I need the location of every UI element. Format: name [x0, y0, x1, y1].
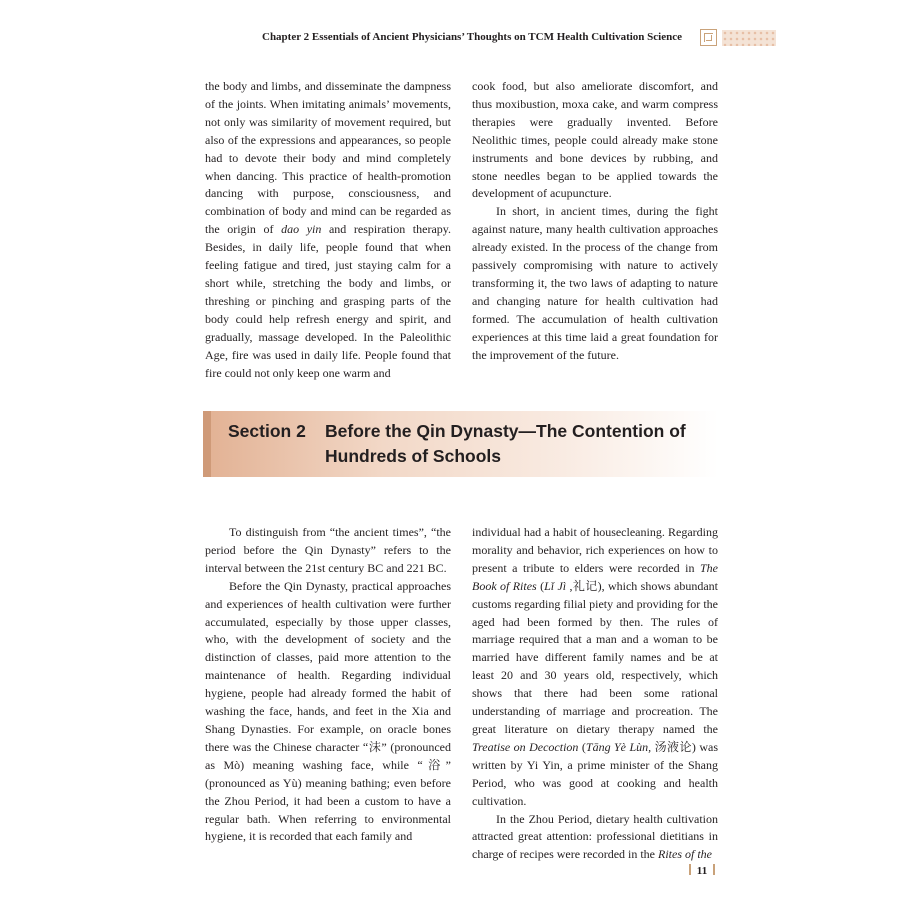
- paragraph: [472, 811, 718, 865]
- italic-text: dao yin: [281, 222, 322, 237]
- paragraph: [472, 78, 718, 203]
- section-heading: [228, 419, 686, 469]
- text-run: In the Zhou Period, dietary health cultivation attracted great attention: professional dietitians in charge of recipes were recorded in the: [472, 811, 718, 862]
- text-run: In short, in ancient times, during the fight against nature, many health cultivation approaches already existed. In the process of the change from passively compromising with nature to actively transforming it, the two laws of adapting to nature and changing nature for health cultivation had formed. The accumulation of health cultivation experiences at this time laid a great foundation for the improvement of the future.: [472, 204, 718, 362]
- text-run: 汤液论) was written by Yi Yin, a prime minister of the Shang Period, who was good at cooking and health cultivation.: [472, 739, 718, 808]
- paragraph: [205, 524, 451, 578]
- section-number: Section 2: [228, 421, 306, 441]
- text-run: the body and limbs, and disseminate the dampness of the joints. When imitating animals’ movements, not only was similarity of movement required, but also of the expressions and appearances, so people had to devote their body and mind completely when dancing. This practice of health-promotion dancing with purpose, consciousness, and combination of body and mind can be regarded as the origin of: [205, 79, 451, 237]
- page-number: [682, 864, 722, 877]
- italic-text: The Book of Rites: [472, 560, 718, 593]
- italic-text: Treatise on Decoction: [472, 739, 579, 754]
- section-title-line1: Before the Qin Dynasty—The Contention of: [325, 421, 686, 441]
- italic-text: Rites of the: [658, 847, 713, 862]
- text-run: To distinguish from “the ancient times”, “the period before the Qin Dynasty” refers to the interval between the 21st century BC and 221 BC.: [205, 525, 451, 575]
- text-run: ,礼记), which shows abundant customs regarding filial piety and providing for the aged had been formed by then. The rules of marriage required that a man and a woman to be married have different family names and be at least 20 and 30 years old, respectively, which shows that there had been some rational understanding of marriage and procreation. The great literature on dietary therapy named the: [472, 578, 719, 736]
- body-column-bottom-left: [205, 524, 451, 846]
- section-banner-edge: [203, 411, 211, 477]
- text-run: (: [536, 578, 545, 593]
- paragraph: [472, 203, 718, 364]
- paragraph: [205, 578, 451, 847]
- body-column-top-right: [472, 78, 718, 365]
- fret-ornament-icon: [700, 29, 717, 46]
- italic-text: Lǐ Jì: [544, 578, 567, 593]
- text-run: cook food, but also ameliorate discomfort, and thus moxibustion, moxa cake, and warm compress therapies were gradually invented. Before Neolithic times, people could already make stone instruments and bone devices by rubbing, and stone needles began to be applied towards the development of acupuncture.: [472, 79, 718, 201]
- header-pattern-band: [722, 30, 776, 46]
- page-number-left-rule: [689, 864, 691, 875]
- paragraph: [472, 524, 718, 811]
- section-title-line2: Hundreds of Schools: [325, 446, 501, 466]
- paragraph: [205, 78, 451, 382]
- page-number-right-rule: [713, 864, 715, 875]
- text-run: (: [578, 739, 586, 754]
- text-run: Before the Qin Dynasty, practical approaches and experiences of health cultivation were further accumulated, especially by those upper classes, who, with the development of society and the distinction of classes, paid more attention to the maintenance of health. Regarding individual hygiene, people had already formed the habit of washing the face, hands, and feet in the Xia and Shang Dynasties. For example, on oracle bones there was the Chinese character “沫” (pronounced as Mò) meaning washing face, while “浴” (pronounced as Yù) meaning bathing; even before the Zhou Period, it had been a custom to have a regular bath. When referring to environmental hygiene, it is recorded that each family and: [205, 578, 451, 844]
- body-column-bottom-right: [472, 524, 718, 864]
- section-banner: [203, 411, 718, 477]
- text-run: and respiration therapy. Besides, in daily life, people found that when feeling fatigue and tired, just staying calm for a short while, stretching the body and limbs, or threshing or pinching and grasping parts of the body could help refresh energy and spirit, and gradually, massage developed. In the Paleolithic Age, fire was used in daily life. People found that fire could not only keep one warm and: [205, 222, 451, 380]
- running-title: Chapter 2 Essentials of Ancient Physicians’ Thoughts on TCM Health Cultivation Science: [262, 31, 682, 43]
- page-number-value: 11: [696, 865, 708, 877]
- italic-text: Tāng Yè Lùn,: [585, 739, 652, 754]
- body-column-top-left: [205, 78, 451, 382]
- text-run: individual had a habit of housecleaning. Regarding morality and behavior, rich experiences on how to present a tribute to elders were recorded in: [472, 525, 718, 575]
